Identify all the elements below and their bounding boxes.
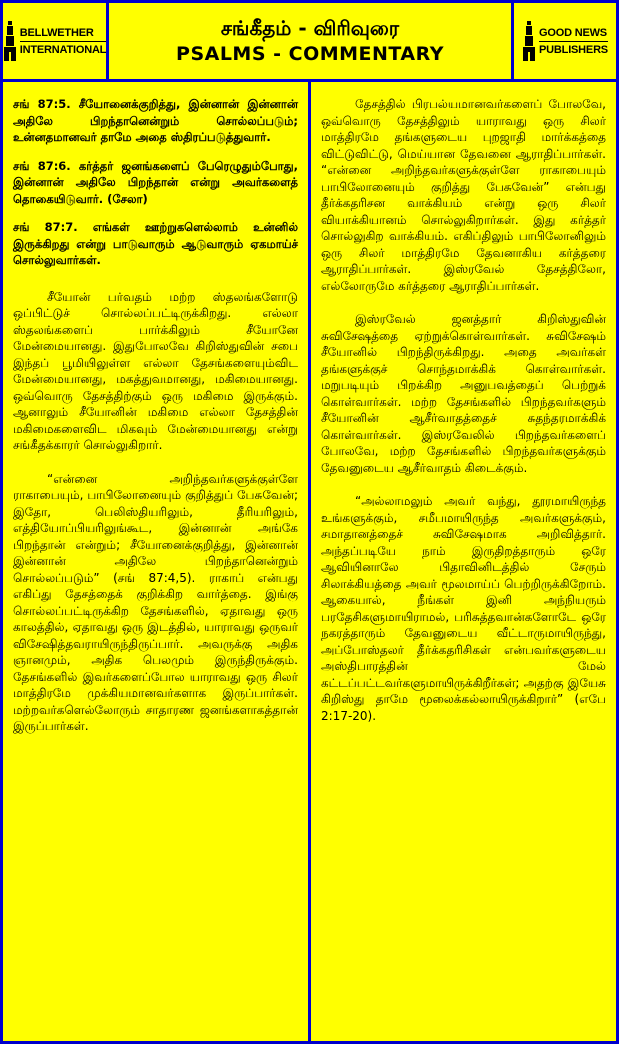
logo-line1: GOOD NEWS <box>539 26 607 39</box>
logo-line1: BELLWETHER <box>19 26 94 39</box>
tower-icon <box>522 21 536 61</box>
right-column <box>311 82 616 1041</box>
verse-87-5: சங் 87:5. சீயோனைக்குறித்து, இன்னான் இன்னான் அதிலே பிறந்தானென்றும் சொல்லப்படும்; உன்னதமானவர் தாமே அதை ஸ்திரப்படுத்துவார். <box>13 97 298 144</box>
page-title-english: PSALMS - COMMENTARY <box>176 43 444 65</box>
content-columns <box>3 82 616 1041</box>
verse-87-6: சங் 87:6. கர்த்தர் ஜனங்களைப் பேரெழுதும்போது, இன்னான் அதிலே பிறந்தான் என்று அவர்களைத் தொகையிடுவார். (சேலா) <box>13 158 298 206</box>
commentary-paragraph: “அல்லாமலும் அவர் வந்து, தூரமாயிருந்த உங்களுக்கும், சமீபமாயிருந்த அவர்களுக்கும், சமாதானத்தைச் சுவிசேஷமாக அறிவித்தார். அந்தப்படியே நாம் இருதிறத்தாரும் ஒரே ஆவியினாலே பிதாவினிடத்தில் சேரும் சிலாக்கியத்தை அவர் மூலமாய்ப் பெற்றிருக்கிறோம். ஆகையால், நீங்கள் இனி அந்நியரும் பரதேசிகளுமாயிராமல், பரிசுத்தவான்களோடே ஒரே நகரத்தாரும் தேவனுடைய வீட்டாருமாயிருந்து, அப்போஸ்தலர் தீர்க்கதரிசிகள் என்பவர்களுடைய அஸ்திபாரத்தின் மேல் கட்டப்பட்டவர்களுமாயிருக்கிறீர்கள்; அதற்கு இயேசு கிறிஸ்து தாமே மூலைக்கல்லாயிருக்கிறார்” (எபே 2:17-20). <box>321 494 606 723</box>
title-box <box>109 3 511 79</box>
left-column <box>3 82 311 1041</box>
logo-line2: PUBLISHERS <box>539 43 608 56</box>
logo-line2: INTERNATIONAL <box>19 43 107 56</box>
commentary-paragraph: இஸ்ரவேல் ஜனத்தார் கிறிஸ்துவின் சுவிசேஷத்தை ஏற்றுக்கொள்வார்கள். சுவிசேஷம் சீயோனில் பிறந்திருக்கிறது. அதை அவர்கள் தங்களுக்குச் சொந்தமாக்கிக் கொள்வார்கள். மறுபடியும் பிறக்கிற அனுபவத்தைப் பெற்றுக் கொள்வார்கள். மற்ற தேசங்களில் பிறந்தவர்களும் சீயோனின் ஆசீர்வாதத்தைச் சுதந்தரமாக்கிக் கொள்வார்கள். இஸ்ரவேலில் பிறந்தவர்களைப் போலவே, மற்ற தேசங்களில் பிறந்தவர்களுக்கும் தேவனுடைய ஆசீர்வாதம் கிடைக்கும். <box>321 312 606 475</box>
commentary-paragraph: தேசத்தில் பிரபல்யமானவர்களைப் போலவே, ஒவ்வொரு தேசத்திலும் யாராவது ஒரு சிலர் மாத்திரமே தங்களுடைய புறஜாதி மார்க்கத்தை விட்டுவிட்டு, மெய்யான தேவனை ஆராதிப்பார்கள். “என்னை அறிந்தவர்களுக்குள்ளே ராகாபையும் பாபிலோனையும் குறித்து பேசுவேன்” என்பது தீர்க்கதரிசன வாக்கியம் என்று ஒரு சிலர் வியாக்கியானம் சொல்லுகிறார்கள். இது கர்த்தர் சொல்லுகிற வாக்கியம். எகிப்திலும் பாபிலோனிலும் ஒரு சிலர் மாத்திரமே தேவனாகிய கர்த்தரை ஆராதிப்பார்கள். இஸ்ரவேல் தேசத்திலோ, எல்லோருமே கர்த்தரை ஆராதிப்பார்கள். <box>321 97 606 293</box>
commentary-paragraph: சீயோன் பர்வதம் மற்ற ஸ்தலங்களோடு ஒப்பிட்டுச் சொல்லப்பட்டிருக்கிறது. எல்லா ஸ்தலங்களைப் பார்க்கிலும் சீயோனே மேன்மையானது. இதுபோலவே கிறிஸ்துவின் சபை இந்தப் பூமியிலுள்ள எல்லா தேசங்களையும்விட மேன்மையானது, மகத்துவமானது, மகிமையானது. ஒவ்வொரு தேசத்திற்கும் ஒரு மகிமை இருக்கும். ஆனாலும் சீயோனின் மகிமை எல்லா தேசத்தின் மகிமைகளைவிட மிகவும் மேன்மையானது என்று சங்கீதக்காரர் சொல்லுகிறார். <box>13 289 298 452</box>
bellwether-logo <box>3 3 109 79</box>
verse-87-7: சங் 87:7. எங்கள் ஊற்றுகளெல்லாம் உன்னில் இருக்கிறது என்று பாடுவாரும் ஆடுவாரும் ஏகமாய்ச் சொல்லுவார்கள். <box>13 220 298 267</box>
header <box>3 3 616 82</box>
good-news-logo <box>511 3 616 79</box>
commentary-paragraph: “என்னை அறிந்தவர்களுக்குள்ளே ராகாபையும், பாபிலோனையும் குறித்துப் பேசுவேன்; இதோ, பெலிஸ்தியரிலும், தீரியரிலும், எத்தியோப்பியரிலுங்கூட, இன்னான் அங்கே பிறந்தான் என்றும்; சீயோனைக்குறித்து, இன்னான் இன்னான் அதிலே பிறந்தானென்றும் சொல்லப்படும்” (சங் 87:4,5). ராகாப் என்பது எகிப்து தேசத்தைக் குறிக்கிற வார்த்தை. இங்கு சொல்லப்பட்டிருக்கிற தேசங்களில், ஏதாவது ஒரு காலத்தில், ஏதாவது ஒரு இடத்தில், யாராவது ஒருவர் விசேஷித்தவராயிருந்திருப்பார். அவருக்கு அதிக ஞானமும், அதிக பெலமும் இருந்திருக்கும். தேசங்களில் இவர்களைப்போல யாராவது ஒரு சிலர் மாத்திரமே முக்கியமானவர்களாக இருப்பார்கள். மற்றவர்களெல்லோரும் சாதாரண ஜனங்களாகத்தான் இருப்பார்கள். <box>13 471 298 733</box>
tower-icon <box>3 21 17 61</box>
page-title-tamil: சங்கீதம் - விரிவுரை <box>220 16 400 40</box>
